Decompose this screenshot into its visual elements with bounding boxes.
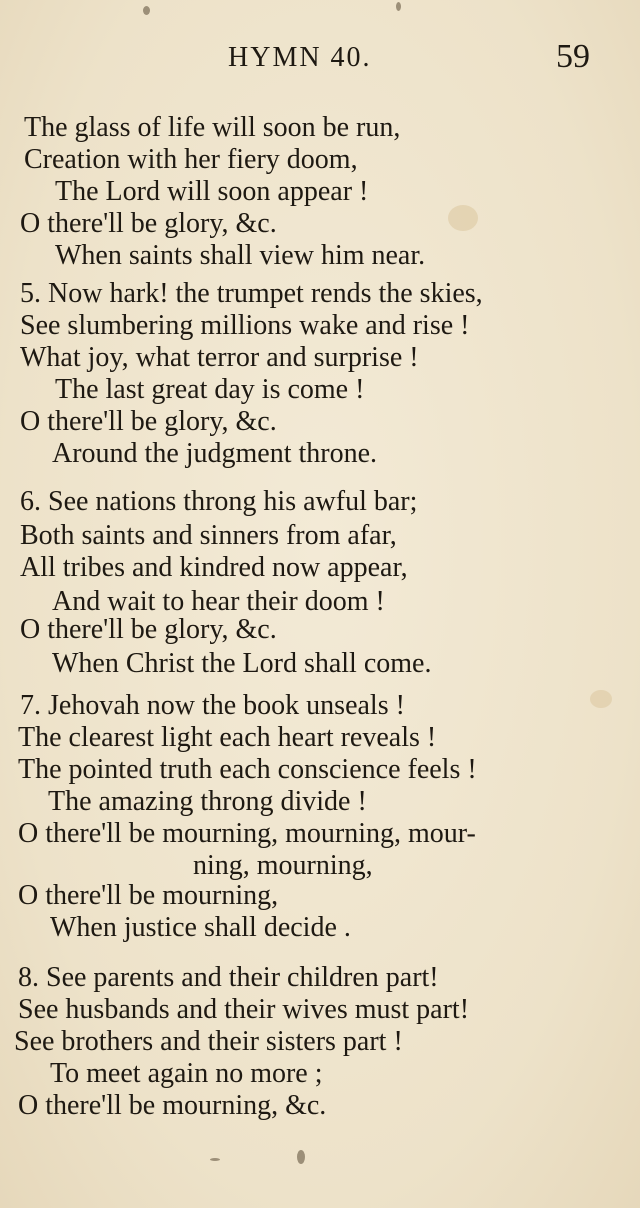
verse-line: The glass of life will soon be run, <box>24 112 401 143</box>
chorus-line: O there'll be glory, &c. <box>20 208 277 239</box>
verse-line: All tribes and kindred now appear, <box>20 552 408 583</box>
chorus-line: O there'll be glory, &c. <box>20 614 277 645</box>
verse-line: When Christ the Lord shall come. <box>52 648 432 679</box>
page-header <box>0 38 640 78</box>
paper-stain <box>590 690 612 708</box>
verse-line: 5. Now hark! the trumpet rends the skies, <box>20 278 483 309</box>
verse-line: The last great day is come ! <box>55 374 365 405</box>
chorus-line: O there'll be mourning, mourning, mour- <box>18 818 476 849</box>
verse-line: See husbands and their wives must part! <box>18 994 470 1025</box>
verse-line: 6. See nations throng his awful bar; <box>20 486 418 517</box>
ink-speck <box>210 1158 220 1161</box>
running-title: HYMN 40. <box>228 42 372 73</box>
verse-line: What joy, what terror and surprise ! <box>20 342 419 373</box>
verse-line: Creation with her fiery doom, <box>24 144 358 175</box>
verse-line: To meet again no more ; <box>50 1058 323 1089</box>
verse-line: The clearest light each heart reveals ! <box>18 722 437 753</box>
ink-speck <box>297 1150 305 1164</box>
verse-line: And wait to hear their doom ! <box>52 586 385 617</box>
verse-line: See brothers and their sisters part ! <box>14 1026 403 1057</box>
verse-line: See slumbering millions wake and rise ! <box>20 310 470 341</box>
verse-line: The Lord will soon appear ! <box>55 176 369 207</box>
ink-speck <box>143 6 150 15</box>
chorus-line: ning, mourning, <box>193 850 373 881</box>
paper-stain <box>448 205 478 231</box>
verse-line: Around the judgment throne. <box>52 438 378 469</box>
verse-line: The pointed truth each conscience feels ! <box>18 754 477 785</box>
chorus-line: O there'll be glory, &c. <box>20 406 277 437</box>
verse-line: When saints shall view him near. <box>55 240 426 271</box>
verse-line: The amazing throng divide ! <box>48 786 367 817</box>
verse-line: When justice shall decide . <box>50 912 351 943</box>
chorus-line: O there'll be mourning, <box>18 880 279 911</box>
ink-speck <box>396 2 401 11</box>
chorus-line: O there'll be mourning, &c. <box>18 1090 327 1121</box>
verse-line: 8. See parents and their children part! <box>18 962 439 993</box>
verse-line: 7. Jehovah now the book unseals ! <box>20 690 405 721</box>
page-number: 59 <box>556 38 590 75</box>
verse-line: Both saints and sinners from afar, <box>20 520 397 551</box>
